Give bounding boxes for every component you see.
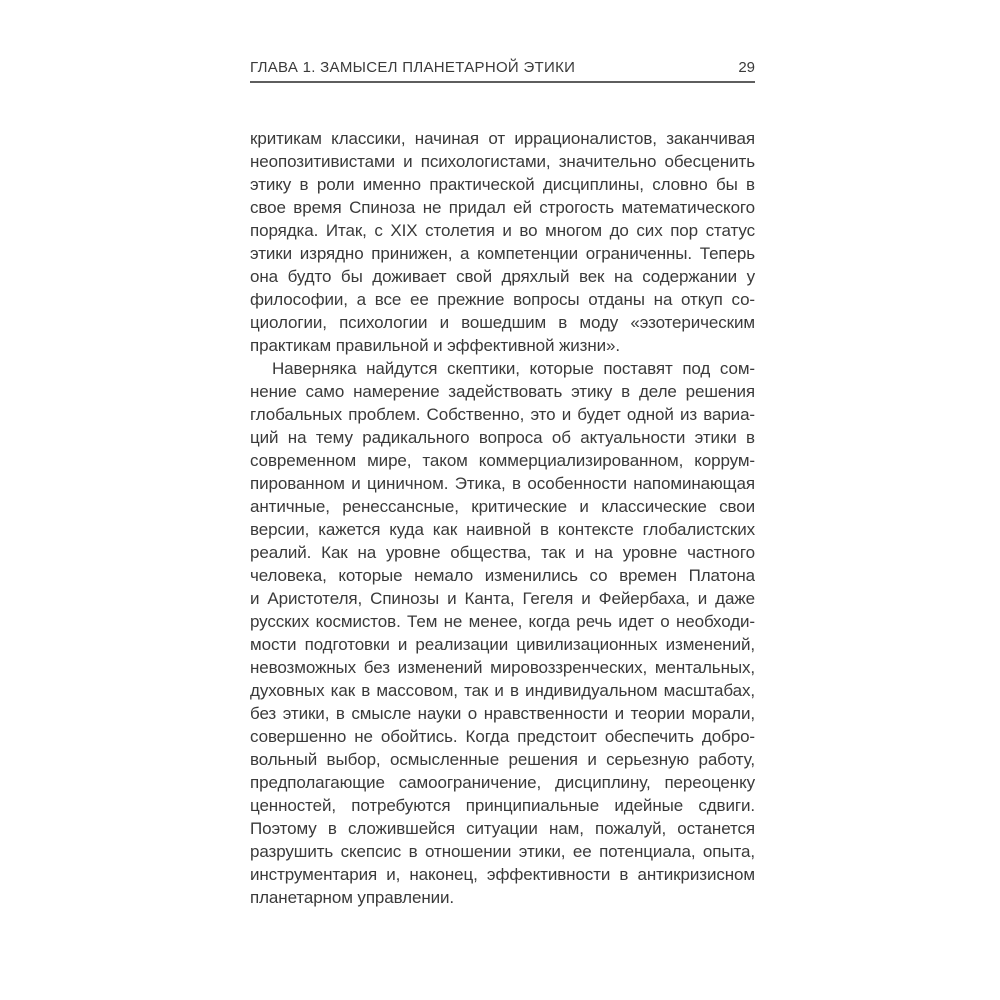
text-line: невозможных без изменений мировоззренческих, ментальных, — [250, 658, 755, 677]
text-line: вольный выбор, осмысленные решения и серьезную работу, — [250, 750, 755, 769]
text-line: ций на тему радикального вопроса об актуальности этики в — [250, 428, 755, 447]
header-rule — [250, 81, 755, 83]
body-text — [250, 127, 755, 909]
text-line: ценностей, потребуются принципиальные идейные сдвиги. — [250, 796, 755, 815]
chapter-title: ГЛАВА 1. ЗАМЫСЕЛ ПЛАНЕТАРНОЙ ЭТИКИ — [250, 59, 576, 76]
text-line: реалий. Как на уровне общества, так и на уровне частного — [250, 543, 755, 562]
text-line: свое время Спиноза не придал ей строгость математического — [250, 198, 755, 217]
text-line: духовных как в массовом, так и в индивидуальном масштабах, — [250, 681, 755, 700]
text-line: критикам классики, начиная от иррационалистов, заканчивая — [250, 129, 755, 148]
text-line: неопозитивистами и психологистами, значительно обесценить — [250, 152, 755, 171]
text-line: пированном и циничном. Этика, в особенности напоминающая — [250, 474, 755, 493]
text-line: порядка. Итак, с XIX столетия и во многом до сих пор статус — [250, 221, 755, 240]
text-line: человека, которые немало изменились со времен Платона — [250, 566, 755, 585]
text-line: философии, а все ее прежние вопросы отданы на откуп со- — [250, 290, 755, 309]
text-line: без этики, в смысле науки о нравственности и теории морали, — [250, 704, 755, 723]
text-line: глобальных проблем. Собственно, это и будет одной из вариа- — [250, 405, 755, 424]
page-header — [250, 59, 755, 76]
text-line: циологии, психологии и вошедшим в моду «эзотерическим — [250, 313, 755, 332]
text-line: Наверняка найдутся скептики, которые поставят под сом- — [272, 359, 755, 378]
text-line: и Аристотеля, Спинозы и Канта, Гегеля и Фейербаха, и даже — [250, 589, 755, 608]
text-line: этику в роли именно практической дисциплины, словно бы в — [250, 175, 755, 194]
text-line: планетарном управлении. — [250, 888, 455, 907]
text-line: предполагающие самоограничение, дисциплину, переоценку — [250, 773, 755, 792]
text-line: версии, кажется куда как наивной в контексте глобалистских — [250, 520, 755, 539]
text-line: совершенно не обойтись. Когда предстоит обеспечить добро- — [250, 727, 755, 746]
text-line: нение само намерение задействовать этику в деле решения — [250, 382, 755, 401]
text-line: она будто бы доживает свой дряхлый век на содержании у — [250, 267, 755, 286]
text-line: Поэтому в сложившейся ситуации нам, пожалуй, останется — [250, 819, 755, 838]
page-number: 29 — [738, 59, 755, 76]
text-line: инструментария и, наконец, эффективности в антикризисном — [250, 865, 755, 884]
text-line: мости подготовки и реализации цивилизационных изменений, — [250, 635, 755, 654]
text-line: современном мире, таком коммерциализированном, коррум- — [250, 451, 755, 470]
text-line: античные, ренессансные, критические и классические свои — [250, 497, 755, 516]
text-line: практикам правильной и эффективной жизни». — [250, 336, 621, 355]
text-line: этики изрядно принижен, а компетенции ограниченны. Теперь — [250, 244, 755, 263]
text-line: разрушить скепсис в отношении этики, ее потенциала, опыта, — [250, 842, 755, 861]
text-line: русских космистов. Тем не менее, когда речь идет о необходи- — [250, 612, 755, 631]
